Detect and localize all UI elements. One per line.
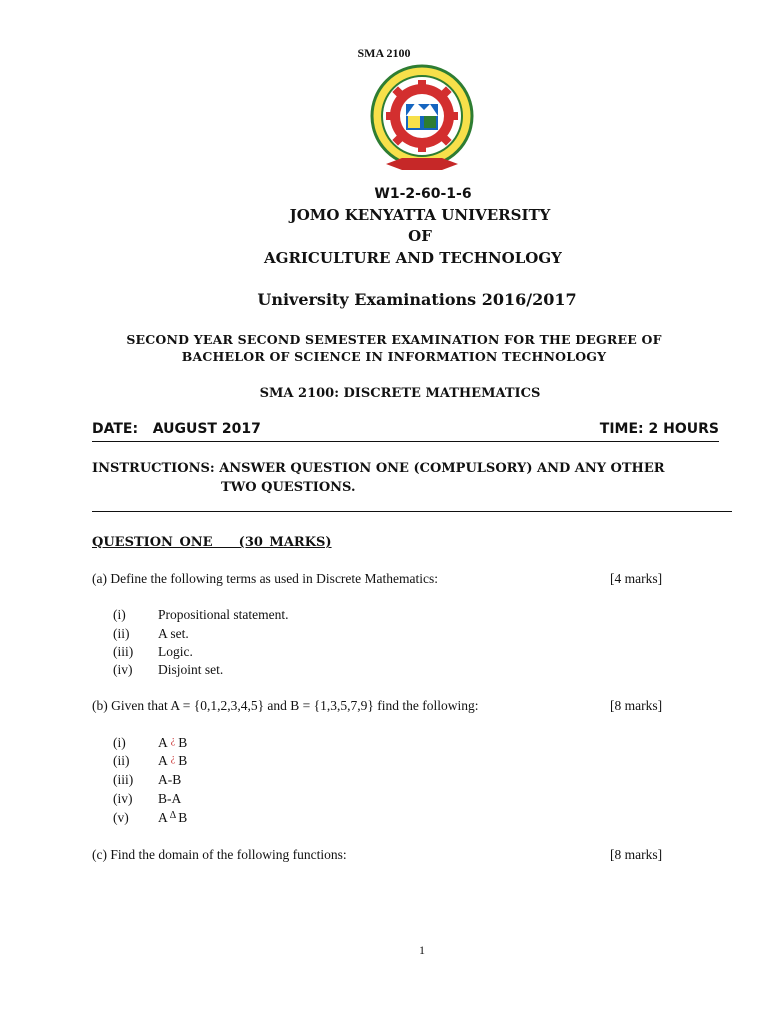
instructions-line1: INSTRUCTIONS: ANSWER QUESTION ONE (COMPULSORY) AND ANY OTHER — [92, 461, 665, 476]
delta-operator-icon: Δ — [169, 810, 177, 821]
exam-page: SMA 2100 W1-2-60-1-6 JOMO KENYATTA UNIVERSITY OF AGRICULTURE AND TECHNOLOGY University Examinations 2016/2017 SECOND YEAR SECOND SEMESTER EXAMINATION FOR THE DEGREE OF BACHELOR OF SCIENCE IN INFORMATION TECHNOLOGY SMA 2100: DISCRETE MATHEMATICS DATE: AUGUST 2017 TIME: 2 HOURS INSTRUCTIONS: ANSWER QUESTION ONE (COMPULSORY) AND ANY OTHER TWO QUESTIONS. QUESTION ONE (30 MARKS) (a) Define the following terms as used in Discrete Mathematics: [4 marks] (i) Propositional statement. (ii) A set. (iii) Logic. (iv) Disjoint set. (b) Given that A = {0,1,2,3,4,5} and B = {1,3,5,7,9} find the following: [8 marks] (i) A ¿ B (ii) A ¿ B (iii) A-B (iv) B-A (v) A $^\Delta$ B (c) Find the domain of the following functions: [8 marks] 1 — [0, 0, 768, 1024]
course-title: SMA 2100: DISCRETE MATHEMATICS — [259, 386, 541, 401]
question-c-marks: [8 marks] — [610, 847, 663, 862]
page-number: 1 — [419, 943, 425, 957]
exam-time: TIME: 2 HOURS — [599, 421, 719, 437]
question-c-text: (c) Find the domain of the following functions: — [92, 847, 347, 862]
question-a-marks: [4 marks] — [610, 571, 663, 586]
university-name-line1: JOMO KENYATTA UNIVERSITY — [289, 206, 551, 224]
exam-code: W1-2-60-1-6 — [374, 186, 472, 202]
instructions-line2: TWO QUESTIONS. — [221, 480, 356, 495]
exams-title: University Examinations 2016/2017 — [257, 290, 577, 309]
question-b-marks: [8 marks] — [610, 698, 663, 713]
university-name-line2: OF — [408, 227, 432, 245]
question-one-heading: QUESTION ONE (30 MARKS) — [92, 535, 332, 550]
question-b-text: (b) Given that A = {0,1,2,3,4,5} and B = {1,3,5,7,9} find the following: — [92, 698, 479, 713]
set-operator-icon: ¿ — [170, 753, 176, 764]
exam-date: DATE: AUGUST 2017 — [92, 421, 261, 437]
question-a-text: (a) Define the following terms as used in Discrete Mathematics: — [92, 571, 439, 586]
header-course-code: SMA 2100 — [357, 46, 411, 60]
jkuat-logo — [364, 64, 480, 184]
set-operator-icon: ¿ — [170, 735, 176, 746]
university-name-line3: AGRICULTURE AND TECHNOLOGY — [264, 249, 562, 267]
degree-line1: SECOND YEAR SECOND SEMESTER EXAMINATION FOR THE DEGREE OF — [126, 332, 662, 347]
divider — [92, 511, 732, 512]
date-time-row — [92, 421, 719, 442]
degree-line2: BACHELOR OF SCIENCE IN INFORMATION TECHNOLOGY — [181, 349, 607, 364]
